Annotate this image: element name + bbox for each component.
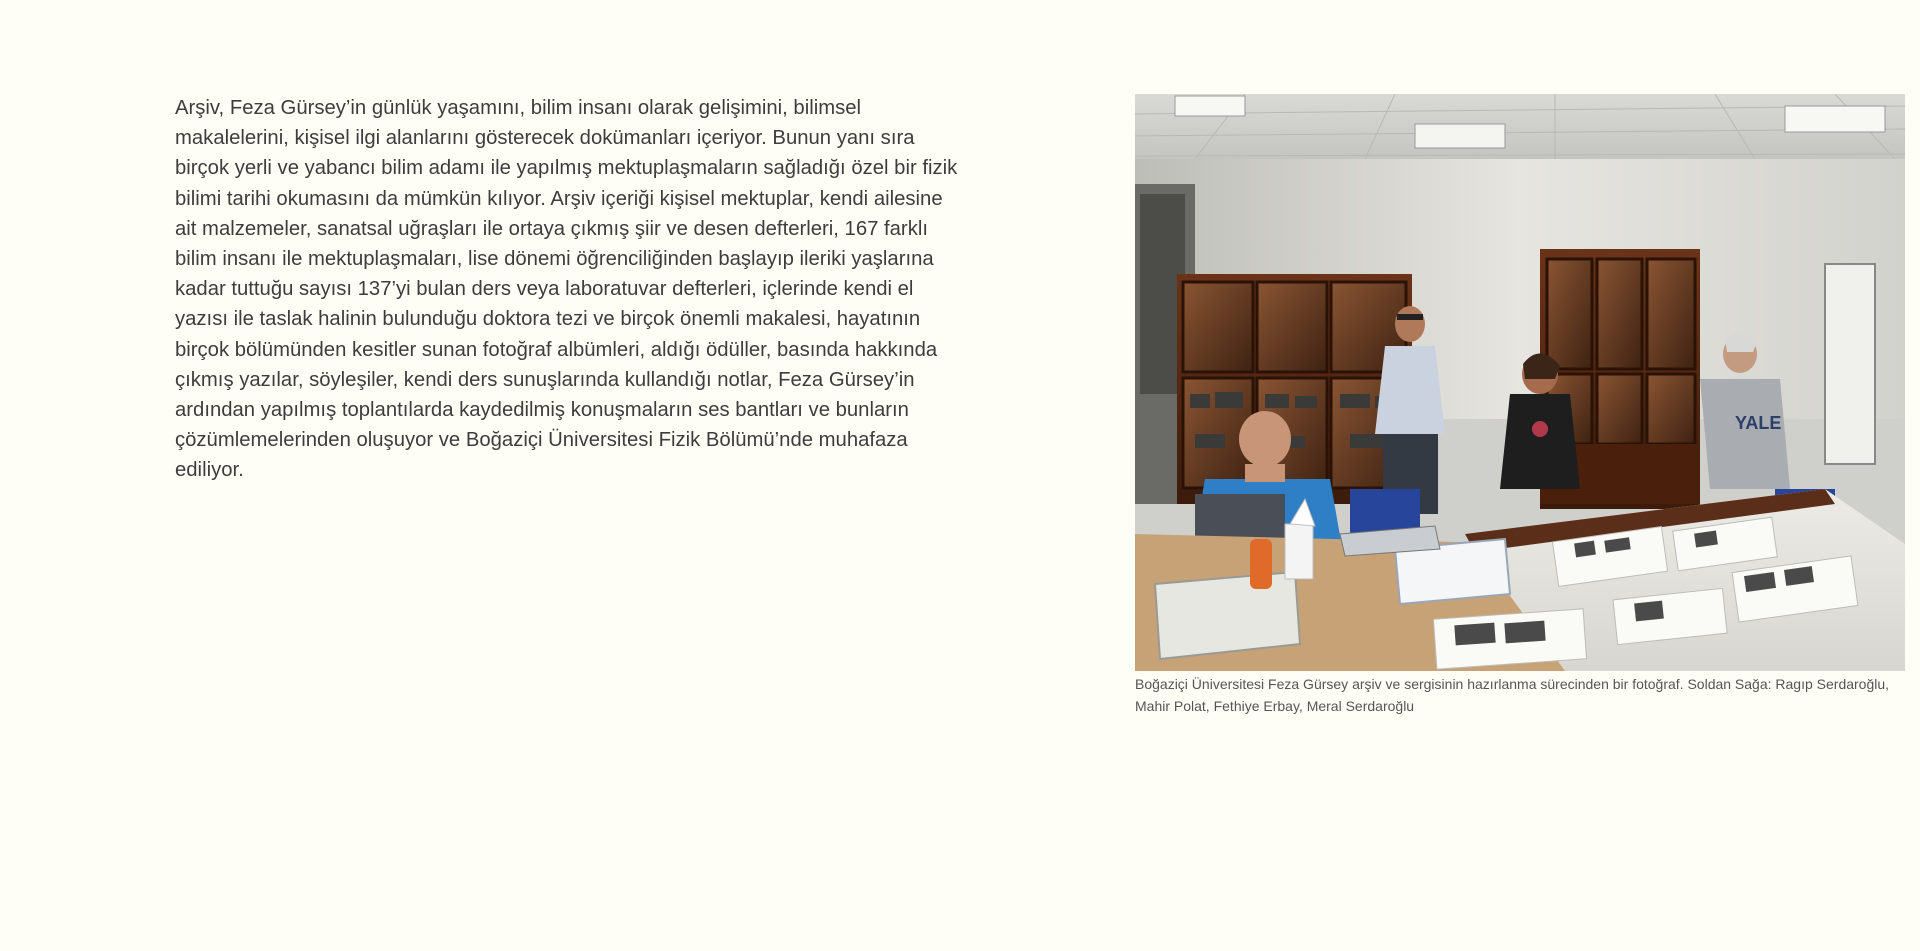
archive-description-paragraph: Arşiv, Feza Gürsey’in günlük yaşamını, bilim insanı olarak gelişimini, bilimsel makalelerini, kişisel ilgi alanlarını gösterecek dokümanları içeriyor. Bunun yanı sıra birçok yerli ve yabancı bilim adamı ile yapılmış mektuplaşmaların sağladığı özel bir fizik bilimi tarihi okumasını da mümkün kılıyor. Arşiv içeriği kişisel mektuplar, kendi ailesine ait malzemeler, sanatsal uğraşları ile ortaya çıkmış şiir ve desen defterleri, 167 farklı bilim insanı ile mektuplaşmaları, lise dönemi öğrenciliğinden başlayıp ileriki yaşlarına kadar tuttuğu sayısı 137’yi bulan ders veya laboratuvar defterleri, içlerinde kendi el yazısı ile taslak halinin bulunduğu doktora tezi ve birçok önemli makalesi, hayatının birçok bölümünden kesitler sunan fotoğraf albümleri, aldığı ödüller, basında hakkında çıkmış yazılar, söyleşiler, kendi ders sunuşlarında kullandığı notlar, Feza Gürsey’in ardından yapılmış toplantılarda kaydedilmiş konuşmaların ses bantları ve bunların çözümlemelerinden oluşuyor ve Boğaziçi Üniversitesi Fizik Bölümü’nde muhafaza ediliyor. — [175, 97, 958, 482]
text-column — [175, 93, 965, 486]
photo-figure — [1135, 94, 1905, 717]
archive-photo-illustration — [1135, 94, 1905, 671]
svg-text:YALE: YALE — [1735, 413, 1782, 433]
photo-caption: Boğaziçi Üniversitesi Feza Gürsey arşiv ve sergisinin hazırlanma sürecinden bir fotoğraf. Soldan Sağa: Ragıp Serdaroğlu, Mahir Polat, Fethiye Erbay, Meral Serdaroğlu — [1135, 676, 1890, 714]
archive-photo — [1135, 94, 1905, 671]
